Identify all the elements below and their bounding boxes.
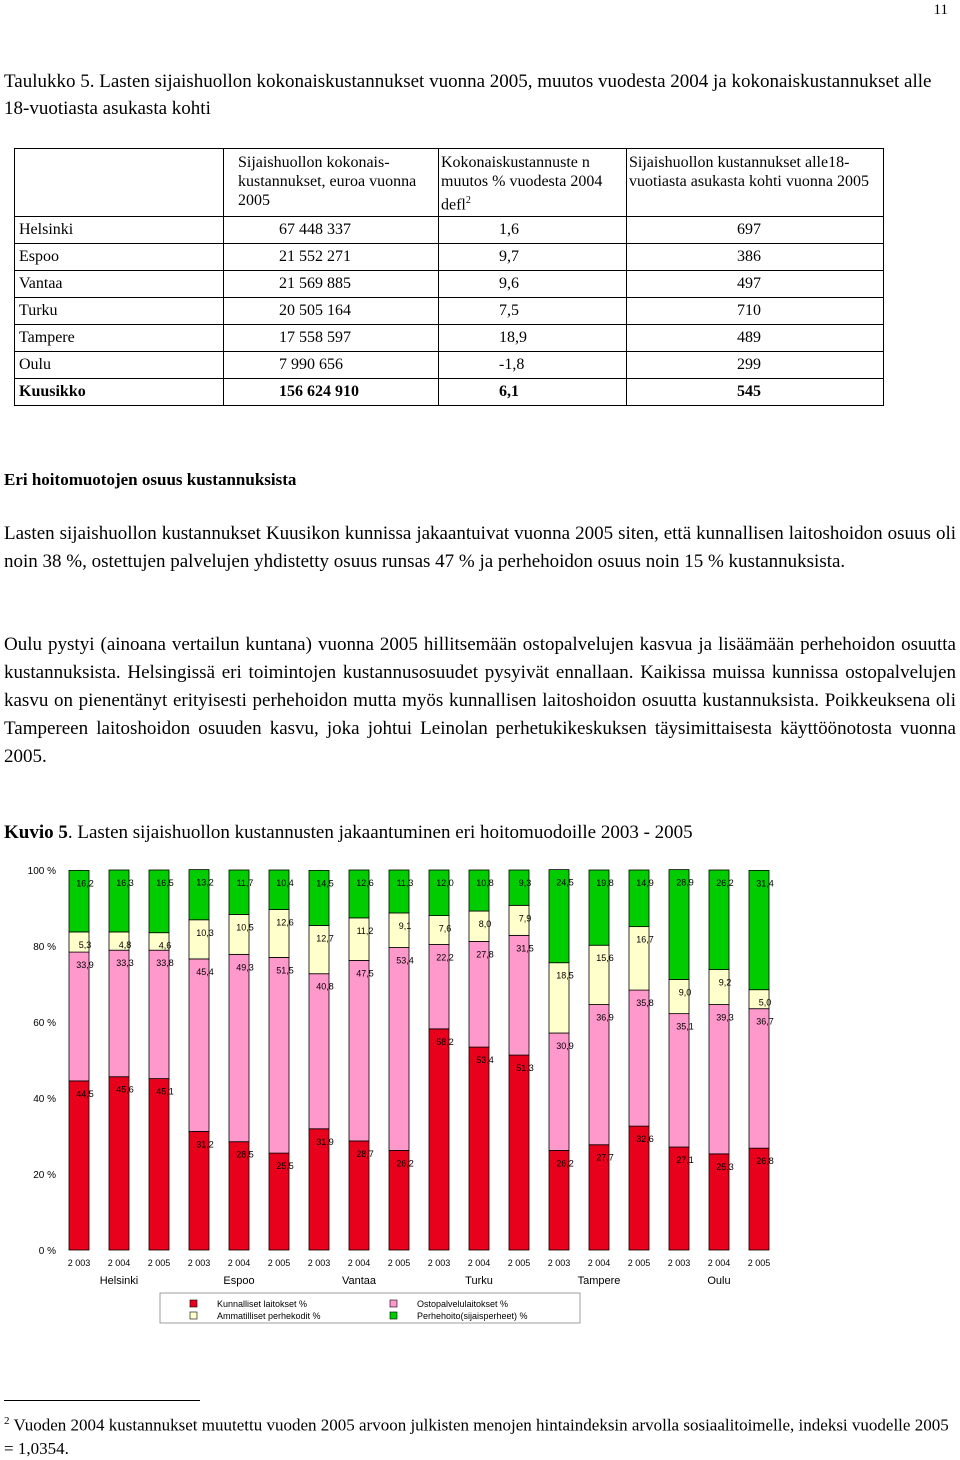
header-total-costs: Sijaishuollon kokonais-kustannukset, euroa vuonna 2005 xyxy=(224,149,439,217)
data-label: 22,2 xyxy=(436,952,454,963)
total-cost-cell: 20 505 164 xyxy=(224,298,439,325)
total-cost-cell: 21 569 885 xyxy=(224,271,439,298)
bar-segment xyxy=(429,870,449,916)
table-row xyxy=(15,298,884,325)
total-cost-cell: 156 624 910 xyxy=(224,379,439,406)
bar-segment xyxy=(349,960,369,1140)
data-label: 44,5 xyxy=(76,1088,94,1099)
city-name-cell: Tampere xyxy=(15,325,224,352)
figure-label: Kuvio 5 xyxy=(4,822,68,843)
data-label: 28,9 xyxy=(676,877,694,888)
data-label: 12,6 xyxy=(356,878,374,888)
data-label: 35,1 xyxy=(676,1021,694,1032)
header-change xyxy=(439,149,627,217)
bar-segment xyxy=(309,1129,329,1250)
bar-segment xyxy=(69,1081,89,1250)
data-label: 16,7 xyxy=(636,934,654,945)
data-label: 45,4 xyxy=(196,966,214,977)
data-label: 26,2 xyxy=(556,1158,574,1169)
per-capita-cell: 386 xyxy=(627,244,884,271)
data-label: 27,8 xyxy=(476,949,494,960)
data-label: 11,3 xyxy=(396,878,414,888)
data-label: 27,1 xyxy=(676,1155,694,1166)
x-tick-label: 2 003 xyxy=(307,1258,331,1268)
per-capita-cell: 299 xyxy=(627,352,884,379)
data-label: 9,2 xyxy=(718,977,732,988)
y-tick-label: 20 % xyxy=(33,1170,56,1181)
group-label: Espoo xyxy=(223,1275,255,1287)
bar-segment xyxy=(149,1079,169,1250)
bar-segment xyxy=(469,870,489,911)
bar-segment xyxy=(389,948,409,1151)
table-caption xyxy=(4,68,956,122)
data-label: 26,2 xyxy=(396,1158,414,1169)
table-caption-text: . Lasten sijaishuollon kokonaiskustannukset vuonna 2005, muutos vuodesta 2004 ja kokonaiskustannukset alle 18-vuotiasta asukasta kohti xyxy=(4,71,932,119)
bar-segment xyxy=(69,952,89,1081)
bar-segment xyxy=(229,870,249,914)
cost-table xyxy=(14,148,884,406)
bar-segment xyxy=(189,959,209,1132)
data-label: 4,8 xyxy=(118,939,132,950)
data-label: 47,5 xyxy=(356,968,374,979)
legend-label: Ammatilliset perhekodit % xyxy=(217,1311,321,1321)
bar-segment xyxy=(429,1029,449,1250)
table-row xyxy=(15,244,884,271)
bar-segment xyxy=(749,1009,769,1148)
per-capita-cell: 697 xyxy=(627,217,884,244)
x-tick-label: 2 004 xyxy=(227,1258,251,1268)
data-label: 16,3 xyxy=(116,878,134,888)
footnote-number: 2 xyxy=(4,1415,10,1427)
table-row xyxy=(15,325,884,352)
bar-segment xyxy=(269,870,289,910)
bar-segment xyxy=(469,1047,489,1250)
data-label: 8,0 xyxy=(478,919,492,930)
data-label: 51,3 xyxy=(516,1063,534,1074)
data-label: 36,7 xyxy=(756,1016,774,1027)
legend-label: Ostopalvelulaitokset % xyxy=(417,1299,509,1309)
x-tick-label: 2 005 xyxy=(387,1258,411,1268)
bar-segment xyxy=(229,914,249,954)
data-label: 33,3 xyxy=(116,958,134,969)
table-row xyxy=(15,271,884,298)
x-tick-label: 2 005 xyxy=(267,1258,291,1268)
header-blank xyxy=(15,149,224,217)
data-label: 24,5 xyxy=(556,877,574,888)
table-header-row xyxy=(15,149,884,217)
data-label: 10,4 xyxy=(276,878,294,888)
figure-title: . Lasten sijaishuollon kustannusten jakaantuminen eri hoitomuodoille 2003 - 2005 xyxy=(67,822,693,843)
total-cost-cell: 7 990 656 xyxy=(224,352,439,379)
total-cost-cell: 21 552 271 xyxy=(224,244,439,271)
legend-swatch xyxy=(190,1312,197,1319)
data-label: 9,0 xyxy=(678,987,692,998)
data-label: 45,6 xyxy=(116,1084,134,1095)
data-label: 16,5 xyxy=(156,878,174,888)
y-tick-label: 40 % xyxy=(33,1094,56,1105)
data-label: 32,6 xyxy=(636,1134,654,1145)
bar-segment xyxy=(149,950,169,1078)
paragraph-1: Lasten sijaishuollon kustannukset Kuusikon kunnissa jakaantuivat vuonna 2005 siten, että kunnallisen laitoshoidon osuus oli noin 38 %, ostettujen palvelujen yhdistetty osuus runsas 47 % ja perhehoidon osuus noin 15 % kustannuksista. xyxy=(4,523,956,572)
group-label: Oulu xyxy=(707,1275,731,1287)
data-label: 12,0 xyxy=(436,878,454,888)
bar-segment xyxy=(669,1014,689,1147)
data-label: 26,2 xyxy=(716,878,734,888)
table-row xyxy=(15,352,884,379)
legend-swatch xyxy=(190,1300,197,1307)
data-label: 12,6 xyxy=(276,917,294,928)
bar-segment xyxy=(189,920,209,959)
city-name-cell: Turku xyxy=(15,298,224,325)
data-label: 16,2 xyxy=(76,878,94,889)
data-label: 4,6 xyxy=(158,940,172,951)
data-label: 15,6 xyxy=(596,953,614,964)
total-cost-cell: 17 558 597 xyxy=(224,325,439,352)
data-label: 45,1 xyxy=(156,1086,174,1097)
bar-segment xyxy=(109,950,129,1077)
footnote-divider xyxy=(4,1400,200,1401)
group-label: Tampere xyxy=(577,1275,621,1287)
x-tick-label: 2 004 xyxy=(587,1258,611,1268)
city-name-cell: Helsinki xyxy=(15,217,224,244)
x-tick-label: 2 003 xyxy=(67,1258,91,1268)
data-label: 11,7 xyxy=(236,878,254,888)
data-label: 51,5 xyxy=(276,965,294,976)
bar-segment xyxy=(589,1005,609,1145)
data-label: 58,2 xyxy=(436,1036,454,1047)
city-name-cell: Vantaa xyxy=(15,271,224,298)
data-label: 53,4 xyxy=(396,955,414,966)
header-change-text: Kokonaiskustannuste n muutos % vuodesta 2004 defl xyxy=(441,154,603,214)
page-number: 11 xyxy=(933,2,948,18)
paragraph-2: Oulu pystyi (ainoana vertailun kuntana) vuonna 2005 hillitsemään ostopalvelujen kasvua ja lisäämään perhehoidon osuutta kustannuksista. Helsingissä eri toimintojen kustannusosuudet pysyivät ennallaan. Kaikissa muissa kunnissa ostopalvelujen kasvu on pienentänyt erityisesti perhehoidon mutta myös kunnallisen laitoshoidon osuutta kustannuksista. Poikkeuksena oli Tampereen laitoshoidon osuuden kasvu, joka johtui Leinolan perhetukikeskuksen täysimittaisesta käyttöönotosta vuonna 2005. xyxy=(4,634,956,767)
y-tick-label: 100 % xyxy=(27,866,56,877)
data-label: 7,6 xyxy=(438,923,452,934)
data-label: 30,9 xyxy=(556,1041,574,1052)
data-label: 28,5 xyxy=(236,1149,254,1160)
change-cell: 7,5 xyxy=(439,298,627,325)
data-label: 18,5 xyxy=(556,970,574,981)
data-label: 31,4 xyxy=(756,878,774,889)
y-tick-label: 80 % xyxy=(33,942,56,953)
data-label: 9,1 xyxy=(398,920,412,931)
x-tick-label: 2 004 xyxy=(467,1258,491,1268)
city-name-cell: Oulu xyxy=(15,352,224,379)
data-label: 7,9 xyxy=(518,913,532,924)
data-label: 13,2 xyxy=(196,877,214,888)
bar-segment xyxy=(269,957,289,1153)
x-tick-label: 2 003 xyxy=(547,1258,571,1268)
data-label: 25,3 xyxy=(716,1161,734,1172)
data-label: 36,9 xyxy=(596,1012,614,1023)
table-caption-label: Taulukko 5 xyxy=(4,71,90,92)
bar-segment xyxy=(629,1126,649,1250)
header-change-sup: 2 xyxy=(465,195,471,206)
data-label: 10,5 xyxy=(236,922,254,933)
x-tick-label: 2 003 xyxy=(187,1258,211,1268)
x-tick-label: 2 004 xyxy=(107,1258,131,1268)
change-cell: 1,6 xyxy=(439,217,627,244)
bar-segment xyxy=(629,990,649,1126)
group-label: Helsinki xyxy=(99,1275,139,1287)
data-label: 39,3 xyxy=(716,1012,734,1023)
legend-label: Perhehoito(sijaisperheet) % xyxy=(417,1311,528,1321)
data-label: 10,3 xyxy=(196,927,214,938)
data-label: 33,8 xyxy=(156,958,174,969)
table-row xyxy=(15,379,884,406)
change-cell: 6,1 xyxy=(439,379,627,406)
x-tick-label: 2 003 xyxy=(667,1258,691,1268)
x-tick-label: 2 005 xyxy=(147,1258,171,1268)
data-label: 33,9 xyxy=(76,960,94,971)
total-cost-cell: 67 448 337 xyxy=(224,217,439,244)
y-tick-label: 0 % xyxy=(38,1246,56,1257)
bar-segment xyxy=(509,1055,529,1250)
stacked-bar-chart xyxy=(0,860,960,1330)
bar-segment xyxy=(709,1005,729,1154)
data-label: 26,8 xyxy=(756,1156,774,1167)
bar-segment xyxy=(309,974,329,1129)
per-capita-cell: 489 xyxy=(627,325,884,352)
x-tick-label: 2 003 xyxy=(427,1258,451,1268)
city-name-cell: Espoo xyxy=(15,244,224,271)
section-heading: Eri hoitomuotojen osuus kustannuksista xyxy=(4,470,297,489)
x-tick-label: 2 005 xyxy=(747,1258,771,1268)
legend-swatch xyxy=(390,1312,397,1319)
data-label: 12,7 xyxy=(316,933,334,944)
data-label: 31,9 xyxy=(316,1136,334,1147)
footnote xyxy=(4,1410,954,1460)
data-label: 53,4 xyxy=(476,1055,494,1066)
group-label: Turku xyxy=(465,1275,493,1287)
per-capita-cell: 497 xyxy=(627,271,884,298)
per-capita-cell: 545 xyxy=(627,379,884,406)
data-label: 40,8 xyxy=(316,981,334,992)
change-cell: 9,6 xyxy=(439,271,627,298)
data-label: 10,8 xyxy=(476,878,494,888)
data-label: 5,3 xyxy=(78,939,92,950)
bar-segment xyxy=(229,954,249,1141)
per-capita-cell: 710 xyxy=(627,298,884,325)
bar-segment xyxy=(389,870,409,913)
bar-segment xyxy=(109,1077,129,1250)
data-label: 25,5 xyxy=(276,1161,294,1172)
figure-caption xyxy=(4,822,693,844)
change-cell: 9,7 xyxy=(439,244,627,271)
change-cell: 18,9 xyxy=(439,325,627,352)
x-tick-label: 2 005 xyxy=(627,1258,651,1268)
x-tick-label: 2 005 xyxy=(507,1258,531,1268)
data-label: 14,5 xyxy=(316,878,334,889)
data-label: 14,9 xyxy=(636,878,654,888)
footnote-text: Vuoden 2004 kustannukset muutettu vuoden 2005 arvoon julkisten menojen hintaindeksin arvolla sosiaalitoimelle, indeksi vuodelle 2005 = 1,0354. xyxy=(4,1415,949,1458)
data-label: 31,5 xyxy=(516,943,534,954)
x-tick-label: 2 004 xyxy=(707,1258,731,1268)
city-name-cell: Kuusikko xyxy=(15,379,224,406)
bar-segment xyxy=(349,918,369,961)
group-label: Vantaa xyxy=(341,1275,377,1287)
data-label: 28,7 xyxy=(356,1148,374,1159)
y-tick-label: 60 % xyxy=(33,1018,56,1029)
legend-swatch xyxy=(390,1300,397,1307)
data-label: 27,7 xyxy=(596,1152,614,1163)
data-label: 5,0 xyxy=(758,997,772,1008)
data-label: 49,3 xyxy=(236,962,254,973)
data-label: 11,2 xyxy=(356,925,374,936)
legend-label: Kunnalliset laitokset % xyxy=(217,1299,308,1309)
header-per-capita: Sijaishuollon kustannukset alle18-vuotiasta asukasta kohti vuonna 2005 xyxy=(627,149,884,217)
x-tick-label: 2 004 xyxy=(347,1258,371,1268)
data-label: 19,8 xyxy=(596,878,614,888)
data-label: 35,8 xyxy=(636,998,654,1009)
data-label: 31,2 xyxy=(196,1139,214,1150)
data-label: 9,3 xyxy=(518,878,532,888)
change-cell: -1,8 xyxy=(439,352,627,379)
table-row xyxy=(15,217,884,244)
